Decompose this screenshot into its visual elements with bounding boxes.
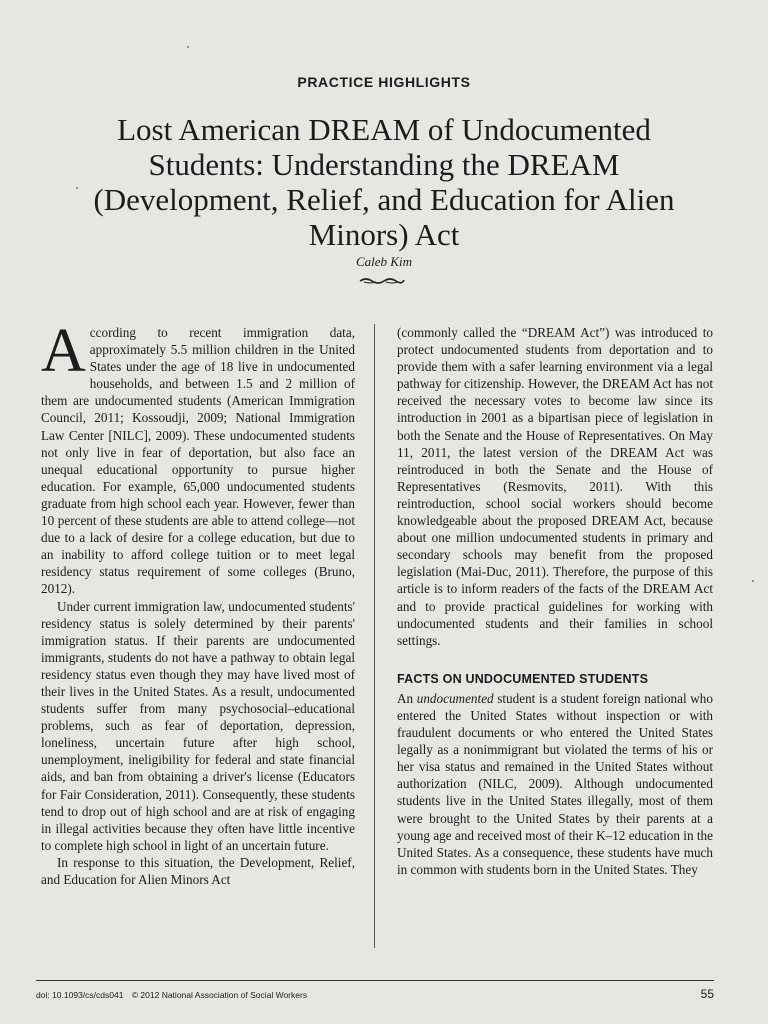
footer-citation [36,990,307,1000]
intro-paragraph [41,317,355,598]
body-paragraph: In response to this situation, the Development, Relief, and Education for Alien Minors Act [41,854,355,887]
author-name: Caleb Kim [356,254,412,269]
italic-term: undocumented [416,690,494,706]
doi-text: doi: 10.1093/cs/cds041 [36,990,124,1000]
drop-cap: A [41,317,86,385]
body-paragraph [397,690,713,878]
section-label: PRACTICE HIGHLIGHTS [297,74,471,90]
article-title: Lost American DREAM of Undocumented Students: Understanding the DREAM (Development, Relief, and Education for Alien Minors) Act [93,112,675,252]
scan-speck [187,46,189,48]
page-number: 55 [700,987,714,1001]
footer-rule [36,980,714,981]
decorative-ornament-icon [358,276,406,285]
body-paragraph: (commonly called the “DREAM Act”) was introduced to protect undocumented students from deportation and to provide them with a safer learning environment via a legal pathway for citizenship. However, the DREAM Act has not received the necessary votes to become law since its introduction in 2001 as a bipartisan piece of legislation in both the Senate and the House of Representatives. On May 11, 2011, the latest version of the DREAM Act was reintroduced in both the Senate and the House of Representatives (Resmovits, 2011). With this reintroduction, school social workers should become knowledgeable about the proposed DREAM Act, because about one million undocumented students in primary and secondary schools may benefit from the proposed legislation (Mai-Duc, 2011). Therefore, the purpose of this article is to inform readers of the facts of the DREAM Act and to provide practical guidelines for working with undocumented students and their families in school settings. [397,325,713,648]
right-column [397,324,713,878]
copyright-text: © 2012 National Association of Social Workers [131,990,308,1000]
intro-paragraph-text: ccording to recent immigration data, approximately 5.5 million children in the United States under the age of 18 live in undocumented households, and between 1.5 and 2 million of them are undocumented students (American Immigration Council, 2011; Kossoudji, 2009; National Immigration Law Center [NILC], 2009). These undocumented students not only live in fear of deportation, but also face an unequal educational opportunity to pursue higher education. For example, 65,000 undocumented students graduate from high school each year. However, fewer than 10 percent of these students are able to attend college—not due to a lack of desire for a college education, but due to an inability to afford college tuition or to meet legal residency status requirement of some colleges (Bruno, 2012). [41,325,355,597]
column-divider [374,324,375,948]
section-heading: FACTS ON UNDOCUMENTED STUDENTS [397,671,649,686]
left-column [41,317,355,888]
scan-speck [752,580,754,582]
paragraph-lead: An [397,690,417,706]
paragraph-text: student is a student foreign national who entered the United States without inspection or with fraudulent documents or who entered the United States legally as a nonimmigrant but violated the terms of his or her visa status and remained in the United States without authorization (NILC, 2009). Although undocumented students live in the United States illegally, most of them were brought to the United States by their parents at a young age and received most of their K–12 education in the United States. As a consequence, these students have much in common with students born in the United States. They [397,690,713,877]
body-paragraph: Under current immigration law, undocumented students' residency status is solely determined by their parents' immigration status. If their parents are undocumented immigrants, students do not have a pathway to obtain legal residency status even though they may have lived most of their lives in the United States. As a result, undocumented students suffer from many psychosocial–educational problems, such as fear of deportation, depression, loneliness, uncertain future after high school, unemployment, ineligibility for federal and state financial aids, and ban from obtaining a driver's license (Educators for Fair Consideration, 2011). Consequently, these students tend to drop out of high school and are at risk of engaging in illegal activities because they often have little incentive to complete high school in light of an uncertain future. [41,598,355,853]
